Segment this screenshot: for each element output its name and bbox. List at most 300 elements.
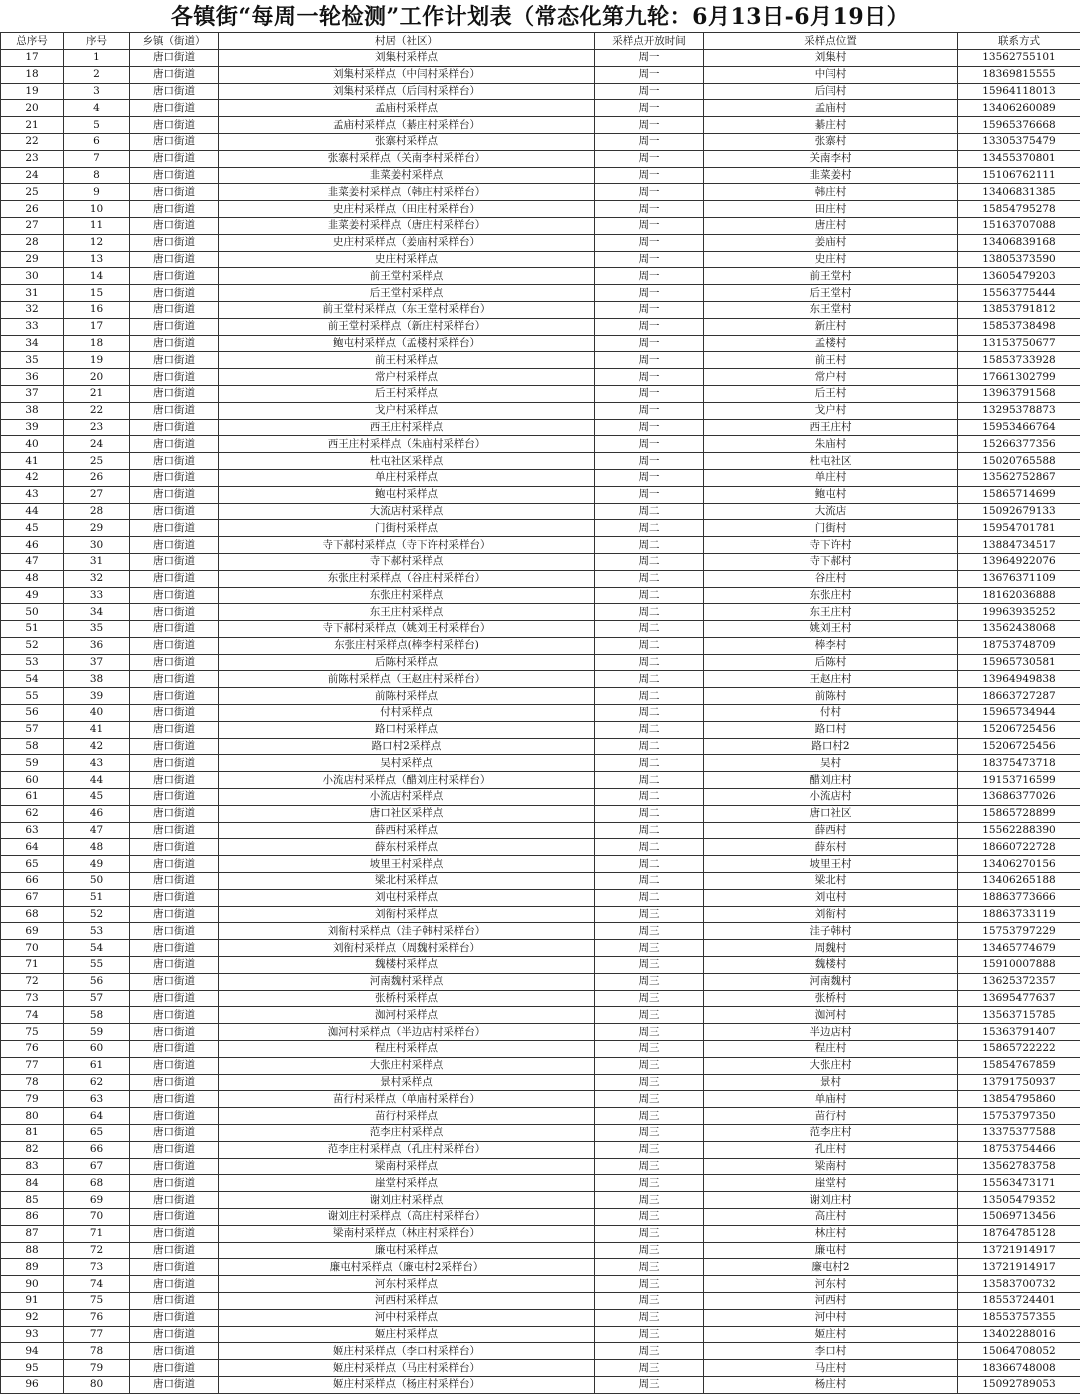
table-row — [1, 503, 1080, 520]
total-index-cell: 31 — [1, 285, 64, 302]
location-cell: 河东村 — [704, 1276, 958, 1293]
village-cell: 孟庙村采样点 — [219, 100, 595, 117]
open-time-cell: 周二 — [595, 873, 704, 890]
total-index-cell: 62 — [1, 805, 64, 822]
village-cell: 西王庄村采样点 — [219, 419, 595, 436]
table-row — [1, 1276, 1080, 1293]
township-cell: 唐口街道 — [130, 1208, 219, 1225]
village-cell: 韭菜姜村采样点（韩庄村采样台） — [219, 184, 595, 201]
total-index-cell: 38 — [1, 402, 64, 419]
contact-cell: 18753754466 — [958, 1141, 1080, 1158]
location-cell: 高庄村 — [704, 1208, 958, 1225]
village-cell: 唐口社区采样点 — [219, 805, 595, 822]
village-cell: 路口村2采样点 — [219, 738, 595, 755]
contact-cell: 15753797229 — [958, 923, 1080, 940]
open-time-cell: 周三 — [595, 1259, 704, 1276]
table-row — [1, 83, 1080, 100]
location-cell: 坡里王村 — [704, 856, 958, 873]
open-time-cell: 周一 — [595, 402, 704, 419]
index-cell: 28 — [64, 503, 130, 520]
contact-cell: 15069713456 — [958, 1208, 1080, 1225]
index-cell: 61 — [64, 1057, 130, 1074]
table-row — [1, 755, 1080, 772]
index-cell: 52 — [64, 906, 130, 923]
location-cell: 綦庄村 — [704, 117, 958, 134]
open-time-cell: 周二 — [595, 822, 704, 839]
open-time-cell: 周一 — [595, 251, 704, 268]
table-body — [1, 50, 1080, 1394]
township-cell: 唐口街道 — [130, 705, 219, 722]
total-index-cell: 58 — [1, 738, 64, 755]
township-cell: 唐口街道 — [130, 940, 219, 957]
village-cell: 刘集村采样点（中闫村采样台） — [219, 66, 595, 83]
location-cell: 东王庄村 — [704, 604, 958, 621]
index-cell: 78 — [64, 1343, 130, 1360]
location-cell: 前陈村 — [704, 688, 958, 705]
location-cell: 东张庄村 — [704, 587, 958, 604]
contact-cell: 18753748709 — [958, 637, 1080, 654]
township-cell: 唐口街道 — [130, 839, 219, 856]
index-cell: 42 — [64, 738, 130, 755]
index-cell: 56 — [64, 973, 130, 990]
contact-cell: 13805373590 — [958, 251, 1080, 268]
township-cell: 唐口街道 — [130, 1376, 219, 1393]
table-row — [1, 335, 1080, 352]
location-cell: 张桥村 — [704, 990, 958, 1007]
table-row — [1, 1208, 1080, 1225]
total-index-cell: 70 — [1, 940, 64, 957]
total-index-cell: 52 — [1, 637, 64, 654]
village-cell: 大张庄村采样点 — [219, 1057, 595, 1074]
township-cell: 唐口街道 — [130, 1158, 219, 1175]
village-cell: 张寨村采样点 — [219, 133, 595, 150]
total-index-cell: 22 — [1, 133, 64, 150]
header-township: 乡镇（街道） — [130, 33, 219, 50]
index-cell: 72 — [64, 1242, 130, 1259]
index-cell: 13 — [64, 251, 130, 268]
township-cell: 唐口街道 — [130, 889, 219, 906]
table-row — [1, 873, 1080, 890]
index-cell: 79 — [64, 1360, 130, 1377]
contact-cell: 17661302799 — [958, 369, 1080, 386]
township-cell: 唐口街道 — [130, 654, 219, 671]
village-cell: 东王庄村采样点 — [219, 604, 595, 621]
total-index-cell: 42 — [1, 469, 64, 486]
village-cell: 前王堂村采样点 — [219, 268, 595, 285]
index-cell: 40 — [64, 705, 130, 722]
total-index-cell: 89 — [1, 1259, 64, 1276]
location-cell: 河西村 — [704, 1292, 958, 1309]
table-row — [1, 1007, 1080, 1024]
open-time-cell: 周一 — [595, 133, 704, 150]
township-cell: 唐口街道 — [130, 1141, 219, 1158]
total-index-cell: 66 — [1, 873, 64, 890]
village-cell: 寺下郝村采样点（姚刘王村采样台） — [219, 621, 595, 638]
total-index-cell: 33 — [1, 318, 64, 335]
open-time-cell: 周三 — [595, 1225, 704, 1242]
village-cell: 刘集村采样点 — [219, 50, 595, 67]
total-index-cell: 96 — [1, 1376, 64, 1393]
open-time-cell: 周二 — [595, 637, 704, 654]
open-time-cell: 周三 — [595, 1309, 704, 1326]
contact-cell: 13295378873 — [958, 402, 1080, 419]
township-cell: 唐口街道 — [130, 1192, 219, 1209]
table-row — [1, 1309, 1080, 1326]
total-index-cell: 68 — [1, 906, 64, 923]
table-row — [1, 789, 1080, 806]
total-index-cell: 17 — [1, 50, 64, 67]
index-cell: 27 — [64, 486, 130, 503]
township-cell: 唐口街道 — [130, 957, 219, 974]
location-cell: 西王庄村 — [704, 419, 958, 436]
total-index-cell: 39 — [1, 419, 64, 436]
township-cell: 唐口街道 — [130, 419, 219, 436]
index-cell: 6 — [64, 133, 130, 150]
total-index-cell: 92 — [1, 1309, 64, 1326]
township-cell: 唐口街道 — [130, 923, 219, 940]
table-row — [1, 1108, 1080, 1125]
village-cell: 谢刘庄村采样点 — [219, 1192, 595, 1209]
township-cell: 唐口街道 — [130, 1074, 219, 1091]
index-cell: 23 — [64, 419, 130, 436]
table-row — [1, 889, 1080, 906]
open-time-cell: 周一 — [595, 352, 704, 369]
total-index-cell: 20 — [1, 100, 64, 117]
contact-cell: 15092789053 — [958, 1376, 1080, 1393]
contact-cell: 18553724401 — [958, 1292, 1080, 1309]
village-cell: 苗行村采样点（单庙村采样台） — [219, 1091, 595, 1108]
village-cell: 韭菜姜村采样点（唐庄村采样台） — [219, 217, 595, 234]
contact-cell: 18375473718 — [958, 755, 1080, 772]
open-time-cell: 周二 — [595, 604, 704, 621]
township-cell: 唐口街道 — [130, 721, 219, 738]
contact-cell: 13695477637 — [958, 990, 1080, 1007]
total-index-cell: 25 — [1, 184, 64, 201]
index-cell: 33 — [64, 587, 130, 604]
open-time-cell: 周三 — [595, 1074, 704, 1091]
location-cell: 梁南村 — [704, 1158, 958, 1175]
village-cell: 杜屯社区采样点 — [219, 453, 595, 470]
village-cell: 张桥村采样点 — [219, 990, 595, 1007]
location-cell: 寺下许村 — [704, 537, 958, 554]
township-cell: 唐口街道 — [130, 503, 219, 520]
contact-cell: 13406260089 — [958, 100, 1080, 117]
township-cell: 唐口街道 — [130, 234, 219, 251]
index-cell: 77 — [64, 1326, 130, 1343]
township-cell: 唐口街道 — [130, 285, 219, 302]
open-time-cell: 周三 — [595, 1292, 704, 1309]
table-row — [1, 1074, 1080, 1091]
location-cell: 大流店 — [704, 503, 958, 520]
index-cell: 11 — [64, 217, 130, 234]
township-cell: 唐口街道 — [130, 1007, 219, 1024]
contact-cell: 15965730581 — [958, 654, 1080, 671]
township-cell: 唐口街道 — [130, 621, 219, 638]
table-row — [1, 1242, 1080, 1259]
open-time-cell: 周一 — [595, 150, 704, 167]
table-row — [1, 352, 1080, 369]
total-index-cell: 95 — [1, 1360, 64, 1377]
table-row — [1, 1141, 1080, 1158]
contact-cell: 13854795860 — [958, 1091, 1080, 1108]
open-time-cell: 周三 — [595, 973, 704, 990]
township-cell: 唐口街道 — [130, 1225, 219, 1242]
open-time-cell: 周二 — [595, 537, 704, 554]
township-cell: 唐口街道 — [130, 217, 219, 234]
index-cell: 47 — [64, 822, 130, 839]
village-cell: 路口村采样点 — [219, 721, 595, 738]
table-row — [1, 1343, 1080, 1360]
table-row — [1, 1024, 1080, 1041]
township-cell: 唐口街道 — [130, 369, 219, 386]
open-time-cell: 周一 — [595, 167, 704, 184]
open-time-cell: 周三 — [595, 906, 704, 923]
total-index-cell: 48 — [1, 570, 64, 587]
index-cell: 4 — [64, 100, 130, 117]
township-cell: 唐口街道 — [130, 637, 219, 654]
township-cell: 唐口街道 — [130, 990, 219, 1007]
table-row — [1, 906, 1080, 923]
village-cell: 梁南村采样点（林庄村采样台） — [219, 1225, 595, 1242]
index-cell: 22 — [64, 402, 130, 419]
index-cell: 48 — [64, 839, 130, 856]
township-cell: 唐口街道 — [130, 906, 219, 923]
index-cell: 58 — [64, 1007, 130, 1024]
index-cell: 60 — [64, 1041, 130, 1058]
village-cell: 刘屯村采样点 — [219, 889, 595, 906]
location-cell: 前王村 — [704, 352, 958, 369]
township-cell: 唐口街道 — [130, 1309, 219, 1326]
township-cell: 唐口街道 — [130, 402, 219, 419]
contact-cell: 13963791568 — [958, 385, 1080, 402]
index-cell: 14 — [64, 268, 130, 285]
total-index-cell: 32 — [1, 301, 64, 318]
index-cell: 80 — [64, 1376, 130, 1393]
location-cell: 韭菜姜村 — [704, 167, 958, 184]
contact-cell: 13305375479 — [958, 133, 1080, 150]
index-cell: 16 — [64, 301, 130, 318]
table-row — [1, 268, 1080, 285]
contact-cell: 15964118013 — [958, 83, 1080, 100]
index-cell: 3 — [64, 83, 130, 100]
index-cell: 51 — [64, 889, 130, 906]
index-cell: 57 — [64, 990, 130, 1007]
open-time-cell: 周二 — [595, 789, 704, 806]
location-cell: 后王村 — [704, 385, 958, 402]
total-index-cell: 19 — [1, 83, 64, 100]
location-cell: 大张庄村 — [704, 1057, 958, 1074]
village-cell: 薛东村采样点 — [219, 839, 595, 856]
village-cell: 洳河村采样点 — [219, 1007, 595, 1024]
location-cell: 半边店村 — [704, 1024, 958, 1041]
table-row — [1, 184, 1080, 201]
open-time-cell: 周三 — [595, 990, 704, 1007]
open-time-cell: 周三 — [595, 1242, 704, 1259]
location-cell: 后王堂村 — [704, 285, 958, 302]
index-cell: 26 — [64, 469, 130, 486]
contact-cell: 18660722728 — [958, 839, 1080, 856]
total-index-cell: 90 — [1, 1276, 64, 1293]
table-row — [1, 1326, 1080, 1343]
table-row — [1, 1125, 1080, 1142]
index-cell: 54 — [64, 940, 130, 957]
village-cell: 姬庄村采样点（李口村采样台） — [219, 1343, 595, 1360]
table-row — [1, 637, 1080, 654]
township-cell: 唐口街道 — [130, 772, 219, 789]
village-cell: 东张庄村采样点(棒李村采样台) — [219, 637, 595, 654]
open-time-cell: 周三 — [595, 1007, 704, 1024]
table-row — [1, 167, 1080, 184]
header-contact: 联系方式 — [958, 33, 1080, 50]
contact-cell: 13853791812 — [958, 301, 1080, 318]
contact-cell: 15020765588 — [958, 453, 1080, 470]
village-cell: 史庄村采样点（田庄村采样台） — [219, 201, 595, 218]
contact-cell: 15064708052 — [958, 1343, 1080, 1360]
table-row — [1, 1376, 1080, 1393]
index-cell: 8 — [64, 167, 130, 184]
open-time-cell: 周三 — [595, 1175, 704, 1192]
township-cell: 唐口街道 — [130, 50, 219, 67]
open-time-cell: 周二 — [595, 570, 704, 587]
index-cell: 65 — [64, 1125, 130, 1142]
open-time-cell: 周二 — [595, 654, 704, 671]
township-cell: 唐口街道 — [130, 738, 219, 755]
index-cell: 62 — [64, 1074, 130, 1091]
index-cell: 12 — [64, 234, 130, 251]
contact-cell: 13505479352 — [958, 1192, 1080, 1209]
index-cell: 9 — [64, 184, 130, 201]
table-row — [1, 671, 1080, 688]
table-row — [1, 385, 1080, 402]
location-cell: 后闫村 — [704, 83, 958, 100]
table-row — [1, 419, 1080, 436]
header-location: 采样点位置 — [704, 33, 958, 50]
total-index-cell: 23 — [1, 150, 64, 167]
location-cell: 田庄村 — [704, 201, 958, 218]
contact-cell: 15953466764 — [958, 419, 1080, 436]
index-cell: 32 — [64, 570, 130, 587]
location-cell: 王赵庄村 — [704, 671, 958, 688]
contact-cell: 13964949838 — [958, 671, 1080, 688]
table-row — [1, 1292, 1080, 1309]
header-total-index: 总序号 — [1, 33, 64, 50]
township-cell: 唐口街道 — [130, 822, 219, 839]
total-index-cell: 73 — [1, 990, 64, 1007]
open-time-cell: 周三 — [595, 940, 704, 957]
total-index-cell: 57 — [1, 721, 64, 738]
contact-cell: 15562288390 — [958, 822, 1080, 839]
location-cell: 寺下郝村 — [704, 553, 958, 570]
table-row — [1, 957, 1080, 974]
index-cell: 1 — [64, 50, 130, 67]
contact-cell: 13562783758 — [958, 1158, 1080, 1175]
total-index-cell: 29 — [1, 251, 64, 268]
location-cell: 景村 — [704, 1074, 958, 1091]
total-index-cell: 78 — [1, 1074, 64, 1091]
township-cell: 唐口街道 — [130, 604, 219, 621]
total-index-cell: 46 — [1, 537, 64, 554]
index-cell: 50 — [64, 873, 130, 890]
location-cell: 韩庄村 — [704, 184, 958, 201]
table-row — [1, 436, 1080, 453]
village-cell: 刘集村采样点（后闫村采样台） — [219, 83, 595, 100]
open-time-cell: 周二 — [595, 772, 704, 789]
contact-cell: 15954701781 — [958, 520, 1080, 537]
index-cell: 67 — [64, 1158, 130, 1175]
page-title: 各镇街“每周一轮检测”工作计划表（常态化第九轮：6月13日-6月19日） — [0, 0, 1080, 32]
location-cell: 史庄村 — [704, 251, 958, 268]
total-index-cell: 93 — [1, 1326, 64, 1343]
location-cell: 河中村 — [704, 1309, 958, 1326]
township-cell: 唐口街道 — [130, 251, 219, 268]
total-index-cell: 60 — [1, 772, 64, 789]
township-cell: 唐口街道 — [130, 789, 219, 806]
open-time-cell: 周二 — [595, 721, 704, 738]
contact-cell: 13721914917 — [958, 1259, 1080, 1276]
open-time-cell: 周一 — [595, 234, 704, 251]
open-time-cell: 周一 — [595, 117, 704, 134]
contact-cell: 15206725456 — [958, 738, 1080, 755]
table-row — [1, 570, 1080, 587]
open-time-cell: 周一 — [595, 217, 704, 234]
location-cell: 姜庙村 — [704, 234, 958, 251]
open-time-cell: 周一 — [595, 83, 704, 100]
village-cell: 魏楼村采样点 — [219, 957, 595, 974]
township-cell: 唐口街道 — [130, 587, 219, 604]
village-cell: 单庄村采样点 — [219, 469, 595, 486]
location-cell: 中闫村 — [704, 66, 958, 83]
open-time-cell: 周一 — [595, 385, 704, 402]
index-cell: 66 — [64, 1141, 130, 1158]
village-cell: 孟庙村采样点（綦庄村采样台） — [219, 117, 595, 134]
location-cell: 鲍屯村 — [704, 486, 958, 503]
township-cell: 唐口街道 — [130, 352, 219, 369]
table-row — [1, 1041, 1080, 1058]
table-row — [1, 973, 1080, 990]
location-cell: 马庄村 — [704, 1360, 958, 1377]
township-cell: 唐口街道 — [130, 520, 219, 537]
village-cell: 廉屯村采样点（廉屯村2采样台） — [219, 1259, 595, 1276]
total-index-cell: 26 — [1, 201, 64, 218]
index-cell: 59 — [64, 1024, 130, 1041]
header-row — [1, 33, 1080, 50]
village-cell: 东张庄村采样点（谷庄村采样台） — [219, 570, 595, 587]
index-cell: 20 — [64, 369, 130, 386]
total-index-cell: 81 — [1, 1125, 64, 1142]
village-cell: 史庄村采样点 — [219, 251, 595, 268]
contact-cell: 18553757355 — [958, 1309, 1080, 1326]
village-cell: 戈户村采样点 — [219, 402, 595, 419]
open-time-cell: 周一 — [595, 369, 704, 386]
open-time-cell: 周二 — [595, 553, 704, 570]
table-row — [1, 688, 1080, 705]
open-time-cell: 周一 — [595, 285, 704, 302]
village-cell: 前王村采样点 — [219, 352, 595, 369]
total-index-cell: 18 — [1, 66, 64, 83]
township-cell: 唐口街道 — [130, 1057, 219, 1074]
table-row — [1, 621, 1080, 638]
total-index-cell: 69 — [1, 923, 64, 940]
total-index-cell: 84 — [1, 1175, 64, 1192]
village-cell: 小流店村采样点 — [219, 789, 595, 806]
location-cell: 薛东村 — [704, 839, 958, 856]
table-row — [1, 537, 1080, 554]
open-time-cell: 周二 — [595, 587, 704, 604]
contact-cell: 15965734944 — [958, 705, 1080, 722]
contact-cell: 13402288016 — [958, 1326, 1080, 1343]
contact-cell: 15965376668 — [958, 117, 1080, 134]
table-row — [1, 217, 1080, 234]
